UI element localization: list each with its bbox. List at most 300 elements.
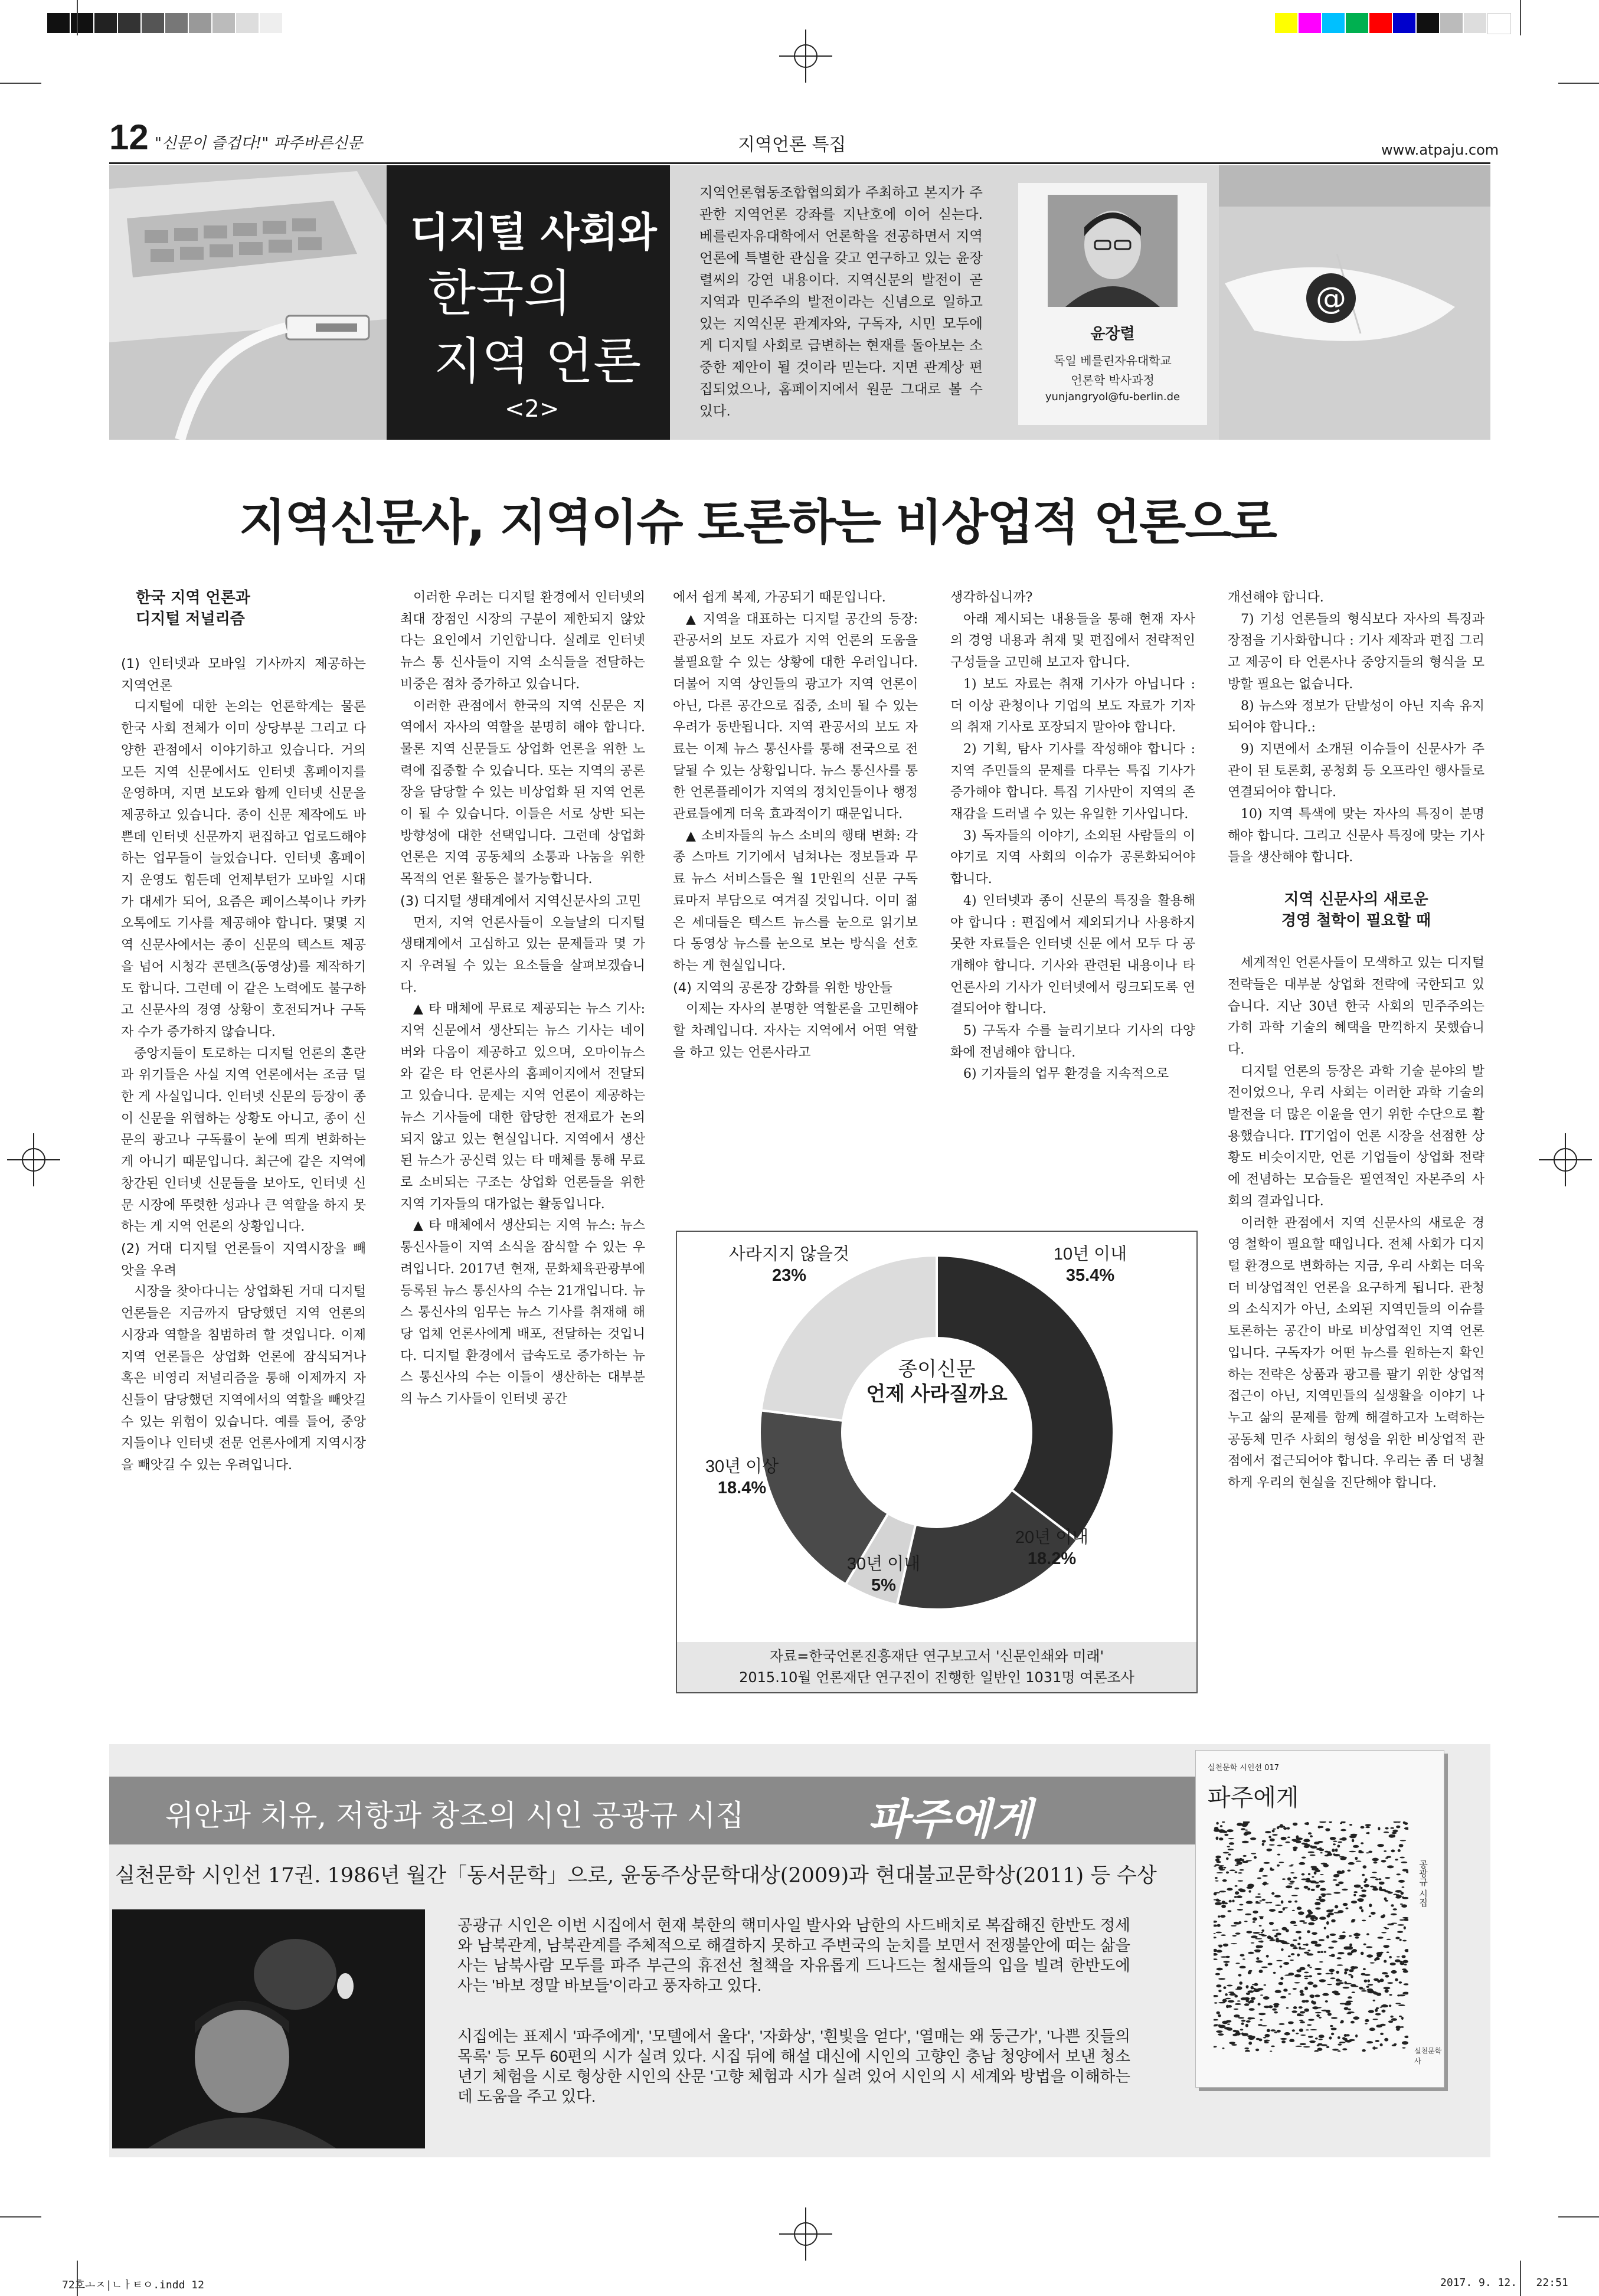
cover-art-dot: [1346, 2034, 1350, 2036]
cover-art-dot: [1342, 1889, 1348, 1891]
cover-art-dot: [1343, 1987, 1349, 1988]
cover-art-dot: [1281, 1901, 1284, 1904]
cover-art-dot: [1248, 1952, 1254, 1954]
cover-art-dot: [1255, 1960, 1263, 1963]
cover-art-dot: [1314, 1944, 1322, 1947]
cover-art-dot: [1214, 1892, 1217, 1896]
cover-art-dot: [1259, 1916, 1264, 1917]
cover-art-dot: [1311, 1941, 1318, 1944]
trim-mark: [1558, 83, 1599, 84]
cover-art-dot: [1238, 1880, 1244, 1882]
cover-art-dot: [1289, 2039, 1294, 2042]
cover-art-dot: [1293, 1925, 1297, 1926]
cover-art-dot: [1359, 1895, 1363, 1896]
author-photo: [1048, 195, 1178, 307]
cover-art-dot: [1245, 2024, 1248, 2027]
cover-art-dot: [1253, 1921, 1255, 1923]
cover-art-dot: [1352, 1966, 1358, 1968]
cover-art-dot: [1291, 1953, 1295, 1955]
cover-art-dot: [1253, 1917, 1257, 1921]
cover-art-dot: [1325, 2000, 1328, 2003]
cover-art-dot: [1215, 1880, 1219, 1882]
cover-art-dot: [1227, 1846, 1230, 1847]
book-cover: [1195, 1750, 1444, 2088]
author-affiliation-1: 독일 베를린자유대학교: [1054, 354, 1172, 368]
promo-paragraph-2: 시집에는 표제시 '파주에게', '모텔에서 울다', '자화상', '흰빛을 얻다', '열매는 왜 둥근가', '나쁜 짓들의 목록' 등 모두 60편의 시가 실려 있다. 시집 뒤에 해설 대신에 시인의 고향인 충남 청양에서 보낸 청소년기 체험을 시로 형상한 시인의 산문 '고향 체험과 시가 실려 있어 시인의 시 세계와 방법을 이해하는데 도움을 주고 있다.: [457, 2027, 1130, 2105]
label-30-years-plus: 30년 이상 18.4%: [705, 1457, 779, 1497]
cover-art-dot: [1344, 2007, 1349, 2010]
feature-title-part: <2>: [505, 395, 560, 423]
cover-art-dot: [1402, 1992, 1408, 1995]
cover-art-dot: [1372, 1858, 1378, 1862]
cover-art-dot: [1340, 1857, 1346, 1860]
cover-art-dot: [1315, 1908, 1320, 1910]
cover-art-dot: [1227, 2027, 1231, 2029]
cover-art-dot: [1330, 2025, 1333, 2027]
poet-photo: [112, 1909, 425, 2148]
cover-art-dot: [1385, 1975, 1389, 1978]
cover-art-dot: [1310, 1866, 1317, 1868]
cover-art-dot: [1227, 1829, 1234, 1832]
cover-art-dot: [1216, 1822, 1218, 1825]
cover-art-dot: [1355, 1933, 1359, 1935]
cover-art-dot: [1322, 1993, 1329, 1996]
cover-art-dot: [1304, 1987, 1308, 1990]
cover-art-dot: [1255, 1938, 1262, 1940]
cover-art-dot: [1401, 2026, 1404, 2028]
paragraph: 세계적인 언론사들이 모색하고 있는 디지털 전략들은 대부분 상업화 전략에 국한되고 있습니다. 지난 30년 한국 사회의 민주주의는 가히 과학 기술의 혜택을 만끽하지 못했습니다.: [1228, 956, 1484, 1057]
cover-art-dot: [1239, 1904, 1243, 1906]
cover-art-dot: [1219, 1837, 1223, 1840]
cover-art-dot: [1315, 1869, 1320, 1872]
cover-art-dot: [1240, 2029, 1244, 2030]
cover-art-dot: [1273, 1829, 1276, 1830]
header-rule: [109, 162, 1490, 164]
cover-art-dot: [1293, 1823, 1298, 1826]
cover-art-dot: [1234, 2009, 1238, 2010]
cover-art-dot: [1234, 1922, 1238, 1924]
paragraph: 생각하십니까?: [950, 590, 1033, 605]
registration-mark-left: [7, 1133, 60, 1186]
cover-art-dot: [1307, 1950, 1310, 1951]
article-column-2: [400, 587, 645, 1411]
cover-art-dot: [1315, 2012, 1322, 2014]
cover-art-dot: [1366, 1954, 1373, 1957]
cover-art-dot: [1280, 1977, 1283, 1980]
cover-art-dot: [1345, 2002, 1352, 2006]
cover-art-dot: [1370, 1877, 1377, 1879]
cover-art-dot: [1342, 1931, 1346, 1933]
cover-art-dot: [1228, 1853, 1231, 1855]
cover-art-dot: [1311, 1920, 1316, 1921]
cover-art-dot: [1293, 1877, 1297, 1879]
cover-art-dot: [1339, 2042, 1346, 2043]
cover-art-dot: [1245, 2050, 1250, 2052]
cover-art-dot: [1218, 1866, 1223, 1870]
paragraph: 3) 독자들의 이야기, 소외된 사람들의 이야기로 지역 사회의 이슈가 공론화되어야 합니다.: [950, 828, 1195, 887]
cover-art-dot: [1378, 1827, 1380, 1830]
cover-art-dot: [1227, 1910, 1231, 1912]
cover-art-dot: [1290, 1944, 1294, 1947]
cover-art-dot: [1279, 1862, 1284, 1863]
cover-art-dot: [1278, 1911, 1283, 1913]
article-column-4: [950, 587, 1195, 1085]
cover-art-dot: [1378, 1878, 1381, 1880]
cover-art-dot: [1260, 2019, 1263, 2021]
cover-art-dot: [1214, 1937, 1217, 1938]
cover-art-dot: [1349, 1824, 1352, 1826]
cover-art-dot: [1300, 1990, 1304, 1993]
cover-art-dot: [1317, 1973, 1322, 1975]
cover-art-dot: [1307, 1930, 1310, 1933]
newspaper-slogan: "신문이 즐겁다!" 파주바른신문: [155, 135, 363, 152]
cover-art-dot: [1228, 1991, 1234, 1993]
cover-art-dot: [1336, 1971, 1339, 1974]
cover-art-dot: [1319, 1880, 1325, 1883]
cover-art-dot: [1399, 1844, 1404, 1847]
author-card: [1018, 183, 1207, 425]
cover-art-dot: [1219, 1891, 1226, 1892]
cover-art-dot: [1351, 1919, 1355, 1922]
cover-art-dot: [1272, 1929, 1276, 1931]
cover-art-dot: [1336, 1978, 1340, 1981]
cover-art-dot: [1351, 1901, 1358, 1903]
cover-art-dot: [1345, 1908, 1348, 1909]
cover-art-dot: [1263, 2037, 1266, 2038]
cover-art-dot: [1325, 1851, 1329, 1853]
cover-art-dot: [1249, 2000, 1254, 2003]
article-column-5: [1228, 587, 1484, 1494]
cover-art-dot: [1229, 1900, 1232, 1903]
cover-art-dot: [1277, 1865, 1280, 1867]
cover-art-dot: [1217, 1872, 1223, 1873]
label-10-years: 10년 이내 35.4%: [1053, 1245, 1127, 1285]
feature-title-line1: 디지털 사회와: [410, 210, 657, 256]
cover-art-dot: [1281, 2040, 1286, 2043]
cover-art-dot: [1299, 2006, 1303, 2009]
cover-art-dot: [1361, 1952, 1364, 1955]
cover-art-dot: [1325, 1855, 1329, 1856]
cover-art-dot: [1261, 1967, 1268, 1968]
trim-mark: [1520, 0, 1521, 35]
cover-art-dot: [1398, 1880, 1405, 1883]
cover-art-dot: [1328, 1947, 1334, 1949]
cover-art-dot: [1384, 1850, 1387, 1852]
cover-art-dot: [1388, 2020, 1393, 2023]
cover-art-dot: [1395, 1960, 1401, 1963]
cover-art-dot: [1238, 1921, 1241, 1924]
cover-art-dot: [1283, 1988, 1287, 1991]
cover-art-dot: [1310, 1917, 1315, 1920]
cover-art-dot: [1320, 1951, 1323, 1953]
page-number: 12: [109, 117, 149, 157]
cover-art-dot: [1374, 1862, 1378, 1864]
cover-art-dot: [1240, 1966, 1246, 1968]
cover-art-dot: [1218, 2024, 1221, 2027]
cover-art-dot: [1395, 1978, 1398, 1981]
cover-art-dot: [1338, 2050, 1340, 2052]
cover-art-dot: [1216, 1932, 1222, 1934]
book-promo: [109, 1744, 1490, 2157]
cover-art-dot: [1396, 2028, 1399, 2031]
cover-art-dot: [1291, 2010, 1297, 2013]
paragraph: 중앙지들이 토로하는 디지털 언론의 혼란과 위기들은 사실 지역 언론에서는 조금 덜한 게 사실입니다. 인터넷 신문의 등장이 종이 신문을 위협하는 상황도 아니고, 종이 신문의 광고나 구독률이 눈에 띄게 변화하는 게 아니기 때문입니다. 최근에 같은 지역에 창간된 인터넷 신문들을 보아도, 인터넷 신문 시장에 뚜렷한 성과나 큰 역할을 하지 못하는 게 지역 언론의 상황입니다.: [121, 1046, 366, 1235]
cover-art-dot: [1296, 1931, 1302, 1934]
cover-art-dot: [1381, 1860, 1387, 1862]
cover-art-dot: [1218, 2014, 1221, 2017]
cover-art-dot: [1324, 1927, 1326, 1929]
cover-art-dot: [1308, 1922, 1314, 1925]
cover-art-dot: [1293, 2006, 1297, 2009]
cover-art-dot: [1248, 2042, 1252, 2045]
cover-art-dot: [1262, 1843, 1264, 1846]
cover-art-dot: [1375, 1878, 1379, 1880]
cover-art-dot: [1251, 1986, 1254, 1990]
cover-art-dot: [1342, 2048, 1347, 2050]
paragraph: 디지털 언론의 등장은 과학 기술 분야의 발전이었으나, 우리 사회는 이러한 과학 기술의 발전을 더 많은 이윤을 연기 위한 수단으로 활용했습니다. IT기업이 언론 시장을 선점한 상황도 비슷이지만, 언론 기업들이 상업화 전략에 전념하는 모습들은 필연적인 자본주의 사회의 결과입니다.: [1228, 1064, 1484, 1209]
cover-art-dot: [1248, 1990, 1254, 1993]
cover-art-dot: [1241, 2020, 1245, 2022]
cover-art-dot: [1222, 1999, 1227, 2003]
cover-art-dot: [1319, 1847, 1322, 1850]
cover-art-dot: [1215, 1856, 1221, 1859]
cover-art-dot: [1246, 2020, 1251, 2023]
cover-art-dot: [1330, 1973, 1333, 1974]
subheading: (2) 거대 디지털 언론들이 지역시장을 빼앗을 우려: [121, 1241, 366, 1278]
cover-art-dot: [1401, 1892, 1404, 1895]
cover-art-dot: [1319, 1821, 1326, 1823]
cover-art-dot: [1259, 1970, 1263, 1973]
cover-art-dot: [1276, 1929, 1278, 1931]
cover-art-dot: [1395, 2003, 1401, 2004]
cover-art-dot: [1304, 1978, 1309, 1979]
cover-art-dot: [1326, 1973, 1330, 1974]
cover-art-dot: [1221, 1901, 1225, 1904]
cover-art-dot: [1232, 1900, 1234, 1903]
paragraph: ▲ 타 매체에 무료로 제공되는 뉴스 기사: 지역 신문에서 생산되는 뉴스 기사는 네이버와 다음이 제공하고 있으며, 오마이뉴스와 같은 타 언론사의 홈페이지에서 전달되고 있습니다. 문제는 지역 언론이 제공하는 뉴스 기사들에 대한 합당한 전재료가 논의되지 않고 있는 현실입니다. 지역에서 생산된 뉴스가 공신력 있는 타 매체를 통해 무료로 소비되는 구조는 상업화 언론들을 위한 지역 기자들의 대가없는 활동입니다.: [400, 1002, 645, 1212]
cover-art-dot: [1297, 1943, 1300, 1945]
cover-art-dot: [1357, 1898, 1363, 1901]
paragraph: 9) 지면에서 소개된 이슈들이 신문사가 주관이 된 토론회, 공청회 등 오프라인 행사들로 연결되어야 합니다.: [1228, 741, 1484, 800]
cover-art-dot: [1384, 1960, 1387, 1963]
cover-art-dot: [1392, 1908, 1397, 1910]
cover-art-dot: [1293, 1940, 1297, 1941]
cover-art-dot: [1276, 1940, 1280, 1942]
cover-art-dot: [1240, 1954, 1244, 1957]
cover-art-dot: [1363, 1968, 1366, 1970]
cover-art-dot: [1216, 1899, 1219, 1901]
paragraph: 이러한 관점에서 지역 신문사의 새로운 경영 철학이 필요할 때입니다. 전체 사회가 디지털 환경으로 변화하는 지금, 우리 사회는 더욱더 비상업적인 언론을 요구하게 됩니다. 관청의 소식지가 아닌, 소외된 지역민들의 이슈를 토론하는 공간이 바로 비상업적인 지역 언론입니다. 구독자가 어떤 뉴스를 원하는지 확인하는 전략은 상품과 광고를 팔기 위한 상업적 접근이 아닌, 지역민들의 실생활을 이야기 나누고 삶의 문제를 함께 해결하고자 노력하는 공동체 민주 사회의 형성을 위한 비상업적 관점에서 접근되어야 합니다. 우리는 좀 더 냉철하게 우리의 현실을 진단해야 합니다.: [1228, 1215, 1484, 1491]
cover-art-dot: [1242, 1861, 1248, 1863]
cover-art-dot: [1235, 1963, 1240, 1964]
cover-art-dot: [1385, 1827, 1388, 1830]
cover-art-dot: [1293, 1988, 1297, 1990]
cover-art-dot: [1263, 1996, 1270, 2000]
cover-art-dot: [1405, 1949, 1408, 1952]
cover-art-dot: [1376, 1952, 1383, 1955]
cover-art-dot: [1340, 1935, 1343, 1938]
cover-art-dot: [1232, 2034, 1237, 2036]
cover-art-dot: [1338, 2043, 1342, 2045]
cover-art-dot: [1293, 1947, 1298, 1949]
site-url: www.atpaju.com: [1381, 142, 1499, 158]
cover-art-dot: [1338, 1882, 1343, 1885]
cover-art-dot: [1304, 1972, 1309, 1974]
cover-art-dot: [1227, 1888, 1232, 1891]
label-disappear-never: 사라지지 않을것 23%: [728, 1245, 850, 1285]
cover-art-dot: [1393, 1894, 1397, 1895]
cover-art-dot: [1215, 1877, 1218, 1879]
author-name: 윤장렬: [1090, 325, 1135, 343]
cover-art-dot: [1264, 2034, 1270, 2037]
cover-art-dot: [1298, 1911, 1304, 1915]
subheading: (1) 인터넷과 모바일 기사까지 제공하는 지역언론: [121, 656, 366, 694]
cover-art-dot: [1282, 1878, 1286, 1880]
cover-art-dot: [1273, 2003, 1279, 2006]
cover-art-dot: [1265, 1831, 1271, 1833]
cover-art-dot: [1319, 2035, 1325, 2038]
cover-art-dot: [1402, 1940, 1407, 1942]
paragraph: ▲ 소비자들의 뉴스 소비의 행태 변화: 각종 스마트 기기에서 넘쳐나는 정보들과 무료 뉴스 서비스들은 월 1만원의 신문 구독료마저 부담으로 여겨질 것입니다. 이미 젊은 세대들은 텍스트 뉴스를 눈으로 읽기보다 동영상 뉴스를 눈으로 보는 방식을 선호하는 게 현실입니다.: [673, 828, 918, 973]
cover-art-dot: [1296, 1835, 1299, 1839]
cover-art-dot: [1344, 1968, 1349, 1971]
cover-art-dot: [1292, 1910, 1295, 1911]
cover-art-dot: [1290, 1960, 1294, 1961]
cover-art-dot: [1395, 1859, 1398, 1860]
cover-art-dot: [1246, 1999, 1249, 2002]
cover-art-dot: [1214, 2002, 1218, 2003]
cover-art-dot: [1269, 1922, 1274, 1925]
cover-art-dot: [1333, 1892, 1340, 1893]
cover-art-dot: [1246, 1985, 1249, 1988]
cover-art-dot: [1368, 1851, 1372, 1853]
cover-art-dot: [1275, 1990, 1281, 1993]
cover-art-dot: [1287, 1837, 1290, 1839]
cover-art-dot: [1402, 1896, 1404, 1898]
cover-art-dot: [1264, 1984, 1267, 1986]
cover-art-dot: [1327, 1984, 1332, 1985]
cover-art-dot: [1366, 1946, 1372, 1948]
cover-art-dot: [1221, 1905, 1226, 1908]
cover-art-dot: [1349, 1851, 1356, 1852]
cover-art-dot: [1380, 2033, 1384, 2035]
cover-art-dot: [1246, 1931, 1252, 1933]
cover-art-dot: [1270, 1939, 1276, 1941]
feature-intro: 지역언론협동조합협의회가 주최하고 본지가 주관한 지역언론 강좌를 지난호에 이어 싣는다. 베를린자유대학에서 언론학을 전공하면서 지역언론에 특별한 관심을 갖고 연구하고 있는 윤장렬씨의 강연 내용이다. 지역신문의 발전이 곧 지역과 민주주의 발전이라는 신념으로 일하고 있는 지역신문 관계자와, 구독자, 시민 모두에게 디지털 사회로 급변하는 현재를 돌아보는 소중한 제안이 될 것이라 믿는다. 지면 관계상 편집되었으나, 홈페이지에서 원문 그대로 볼 수 있다.: [699, 184, 983, 419]
cover-art-dot: [1361, 1909, 1363, 1912]
cover-art-dot: [1387, 1982, 1393, 1984]
cover-art-dot: [1271, 2046, 1275, 2048]
cover-art-dot: [1222, 2048, 1225, 2049]
cover-art-dot: [1297, 1906, 1302, 1910]
book-cover-art: [1214, 1821, 1408, 2052]
cover-art-dot: [1315, 2037, 1318, 2039]
section-heading: 지역 신문사의 새로운 경영 철학이 필요할 때: [1281, 891, 1431, 930]
cover-art-dot: [1222, 1831, 1227, 1833]
cover-art-dot: [1234, 1859, 1241, 1862]
cover-art-dot: [1353, 1894, 1356, 1896]
cover-art-dot: [1335, 1993, 1340, 1995]
cover-art-dot: [1214, 2019, 1218, 2021]
cover-art-dot: [1370, 1886, 1375, 1888]
cover-art-dot: [1230, 1870, 1235, 1872]
cover-art-dot: [1310, 1996, 1314, 1998]
cover-art-dot: [1300, 1993, 1304, 1996]
cover-art-dot: [1404, 1983, 1409, 1985]
cover-art-dot: [1300, 2035, 1306, 2036]
cover-art-dot: [1226, 1857, 1229, 1860]
cover-art-dot: [1259, 1901, 1262, 1902]
cover-art-dot: [1218, 1990, 1221, 1992]
cover-art-dot: [1217, 2012, 1220, 2014]
cover-art-dot: [1334, 1874, 1340, 1876]
cover-art-dot: [1215, 1902, 1222, 1905]
cover-art-dot: [1307, 1953, 1314, 1955]
cover-art-dot: [1391, 1904, 1394, 1906]
cover-art-dot: [1238, 1974, 1241, 1976]
cover-art-dot: [1283, 1907, 1288, 1908]
cover-art-dot: [1356, 1860, 1362, 1862]
label-20-years: 20년 이내 18.2%: [1015, 1528, 1089, 1568]
cover-art-dot: [1304, 1976, 1309, 1977]
cover-art-dot: [1268, 1836, 1271, 1838]
cover-art-dot: [1263, 1882, 1267, 1884]
cover-art-dot: [1397, 1931, 1403, 1933]
cover-art-dot: [1404, 1964, 1407, 1965]
cover-art-dot: [1399, 1919, 1405, 1921]
cover-art-dot: [1238, 2017, 1244, 2019]
cover-art-dot: [1288, 2022, 1294, 2024]
cover-art-dot: [1235, 1865, 1239, 1866]
cover-art-dot: [1304, 1886, 1309, 1889]
cover-art-dot: [1266, 1849, 1271, 1852]
cover-art-dot: [1319, 1979, 1326, 1982]
cover-art-dot: [1319, 1896, 1322, 1899]
cover-art-dot: [1307, 2024, 1312, 2026]
cover-art-dot: [1262, 1875, 1268, 1877]
cover-art-dot: [1319, 1916, 1326, 1920]
cover-art-dot: [1329, 1821, 1332, 1823]
cover-art-dot: [1308, 1873, 1310, 1875]
cover-art-dot: [1331, 2033, 1334, 2035]
paragraph: 8) 뉴스와 정보가 단발성이 아닌 지속 유지되어야 합니다.:: [1228, 698, 1484, 735]
cover-art-dot: [1216, 1984, 1221, 1987]
cover-art-dot: [1351, 1834, 1356, 1837]
cover-art-dot: [1404, 1822, 1408, 1825]
cover-art-dot: [1267, 1963, 1272, 1965]
cover-art-dot: [1399, 1981, 1402, 1984]
cover-art-dot: [1317, 2048, 1322, 2050]
cover-art-dot: [1344, 1971, 1347, 1974]
cover-art-dot: [1326, 1893, 1332, 1895]
cover-art-dot: [1319, 2017, 1322, 2019]
cover-art-dot: [1300, 2011, 1305, 2013]
cover-art-dot: [1234, 1885, 1237, 1887]
cover-art-dot: [1355, 2035, 1358, 2037]
cover-art-dot: [1391, 2018, 1397, 2021]
cover-art-dot: [1236, 1862, 1242, 1865]
cover-art-dot: [1333, 1841, 1337, 1842]
book-series: 실천문학 시인선 017: [1208, 1764, 1279, 1772]
cover-art-dot: [1348, 1862, 1355, 1865]
cover-art-dot: [1387, 1939, 1391, 1940]
paragraph: 이제는 자사의 분명한 역할론을 고민해야 할 차례입니다. 자사는 지역에서 어떤 역할을 하고 있는 언론사라고: [673, 1002, 918, 1060]
cover-art-dot: [1333, 1879, 1338, 1881]
cover-art-dot: [1234, 1871, 1237, 1873]
cover-art-dot: [1390, 1963, 1396, 1965]
cover-art-dot: [1335, 1905, 1338, 1909]
cover-art-dot: [1214, 1829, 1220, 1832]
